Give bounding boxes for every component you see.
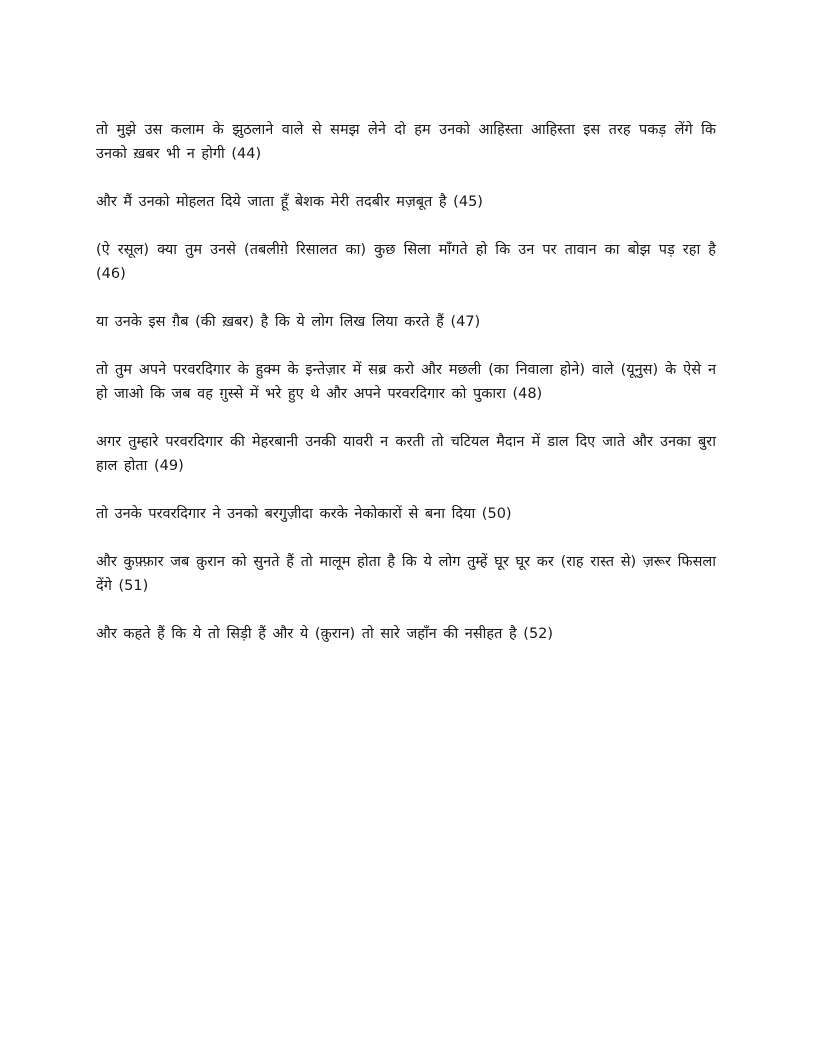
verse-paragraph-49: अगर तुम्हारे परवरदिगार की मेहरबानी उनकी यावरी न करती तो चटियल मैदान में डाल दिए जाते और उनका बुरा हाल होता (49) [96, 434, 716, 474]
verse-paragraph-45: और मैं उनको मोहलत दिये जाता हूँ बेशक मेरी तदबीर मज़बूत है (45) [96, 194, 483, 210]
verse-paragraph-46: (ऐ रसूल) क्या तुम उनसे (तबलीग़े रिसालत का) कुछ सिला माँगते हो कि उन पर तावान का बोझ पड़ रहा है (46) [96, 242, 716, 282]
verse-paragraph-48: तो तुम अपने परवरदिगार के हुक्म के इन्तेज़ार में सब्र करो और मछली (का निवाला होने) वाले (यूनुस) के ऐसे न हो जाओ कि जब वह ग़ुस्से में भरे हुए थे और अपने परवरदिगार को पुकारा (48) [96, 362, 716, 402]
verse-paragraph-47: या उनके इस ग़ैब (की ख़बर) है कि ये लोग लिख लिया करते हैं (47) [96, 314, 481, 330]
verse-paragraph-44: तो मुझे उस कलाम के झुठलाने वाले से समझ लेने दो हम उनको आहिस्ता आहिस्ता इस तरह पकड़ लेंगे कि उनको ख़बर भी न होगी (44) [96, 122, 716, 162]
verse-paragraph-50: तो उनके परवरदिगार ने उनको बरगुज़ीदा करके नेकोकारों से बना दिया (50) [96, 506, 512, 522]
document-page [96, 118, 716, 670]
verse-paragraph-52: और कहते हैं कि ये तो सिड़ी हैं और ये (क़ुरान) तो सारे जहाँन की नसीहत है (52) [96, 626, 554, 642]
verse-paragraph-51: और कुफ़्फ़ार जब क़ुरान को सुनते हैं तो मालूम होता है कि ये लोग तुम्हें घूर घूर कर (राह रास्त से) ज़रूर फिसला देंगे (51) [96, 554, 716, 594]
